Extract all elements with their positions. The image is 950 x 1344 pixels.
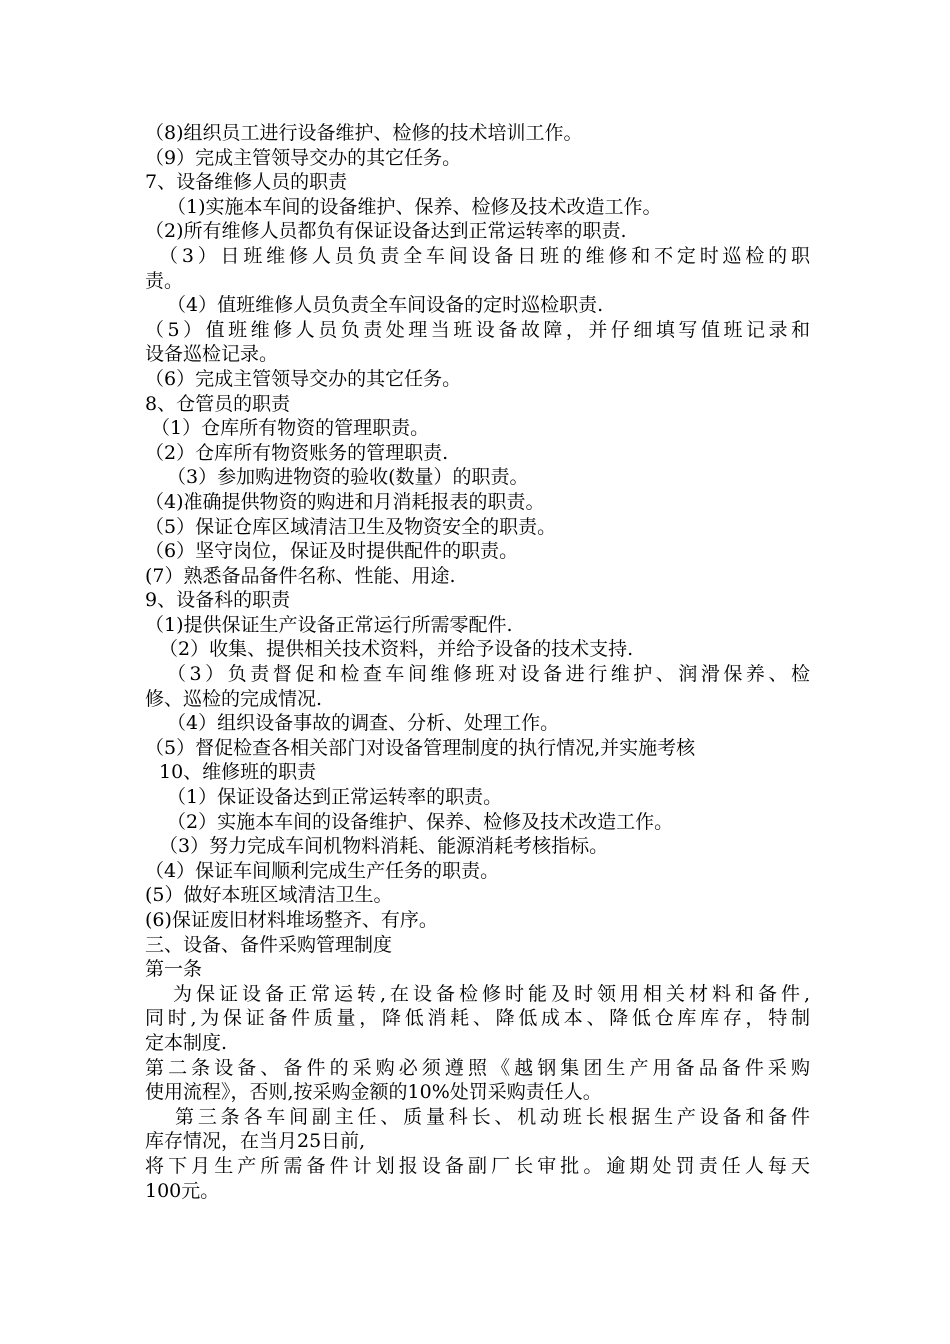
- text-line: （4）组织设备事故的调查、分析、处理工作。: [167, 712, 560, 735]
- text-line: 将下月生产所需备件计划报设备副厂长审批。逾期处罚责任人每天: [145, 1154, 810, 1177]
- text-line: （9）完成主管领导交办的其它任务。: [145, 146, 462, 169]
- text-line: 第二条设备、备件的采购必须遵照《越钢集团生产用备品备件采购: [145, 1056, 810, 1079]
- text-line: （3）参加购进物资的验收(数量）的职责。: [167, 466, 529, 489]
- section-heading: 9、设备科的职责: [145, 589, 291, 612]
- section-heading: 8、仓管员的职责: [145, 392, 291, 415]
- text-line: （4）保证车间顺利完成生产任务的职责。: [145, 859, 500, 882]
- text-line: 修、巡检的完成情况.: [145, 687, 323, 710]
- text-line: （2）仓库所有物资账务的管理职责.: [145, 441, 449, 464]
- text-line: 为保证设备正常运转,在设备检修时能及时领用相关材料和备件,: [173, 982, 810, 1005]
- document-page: [145, 121, 810, 1203]
- text-line: 库存情况，在当月25日前,: [145, 1130, 366, 1153]
- text-line: (6)保证废旧材料堆场整齐、有序。: [145, 909, 438, 931]
- text-line: （2）收集、提供相关技术资料，并给予设备的技术支持.: [159, 638, 634, 661]
- text-line: 100元。: [145, 1179, 220, 1202]
- section-heading: 7、设备维修人员的职责: [145, 171, 348, 194]
- text-line: 责。: [145, 269, 184, 292]
- text-line: （2)所有维修人员都负有保证设备达到正常运转率的职责.: [145, 220, 627, 243]
- text-line: 使用流程》，否则,按采购金额的10%处罚采购责任人。: [145, 1081, 602, 1104]
- text-line: (7）熟悉备品备件名称、性能、用途.: [145, 564, 456, 587]
- text-line: （3）负责督促和检查车间维修班对设备进行维护、润滑保养、检: [167, 663, 810, 686]
- text-line: 第三条各车间副主任、质量科长、机动班长根据生产设备和备件: [175, 1105, 810, 1128]
- text-line: (5）做好本班区域清洁卫生。: [145, 884, 393, 907]
- text-line: （3）日班维修人员负责全车间设备日班的维修和不定时巡检的职: [159, 244, 810, 267]
- text-line: （5）保证仓库区域清洁卫生及物资安全的职责。: [145, 515, 557, 538]
- text-line: （8)组织员工进行设备维护、检修的技术培训工作。: [145, 122, 583, 144]
- text-line: （6）坚守岗位，保证及时提供配件的职责。: [145, 540, 519, 563]
- text-line: （1)提供保证生产设备正常运行所需零配件.: [145, 613, 513, 636]
- text-line: （5）督促检查各相关部门对设备管理制度的执行情况,并实施考核: [145, 736, 696, 759]
- text-line: （4）值班维修人员负责全车间设备的定时巡检职责.: [167, 294, 604, 317]
- text-line: （3）努力完成车间机物料消耗、能源消耗考核指标。: [159, 835, 609, 858]
- section-heading: 10、维修班的职责: [159, 761, 317, 784]
- text-line: （4)准确提供物资的购进和月消耗报表的职责。: [145, 490, 545, 513]
- text-line: （2）实施本车间的设备维护、保养、检修及技术改造工作。: [167, 810, 674, 833]
- section-heading: 三、设备、备件采购管理制度: [145, 933, 393, 956]
- article-heading: 第一条: [145, 958, 203, 981]
- text-line: （6）完成主管领导交办的其它任务。: [145, 367, 462, 390]
- text-line: （1）保证设备达到正常运转率的职责。: [167, 786, 503, 809]
- text-line: （5）值班维修人员负责处理当班设备故障，并仔细填写值班记录和: [145, 318, 810, 341]
- text-line: （1)实施本车间的设备维护、保养、检修及技术改造工作。: [167, 195, 662, 218]
- text-line: 定本制度.: [145, 1031, 228, 1054]
- text-line: 同时,为保证备件质量，降低消耗、降低成本、降低仓库库存，特制: [145, 1007, 810, 1030]
- text-line: （1）仓库所有物资的管理职责。: [151, 417, 430, 440]
- text-line: 设备巡检记录。: [145, 343, 279, 366]
